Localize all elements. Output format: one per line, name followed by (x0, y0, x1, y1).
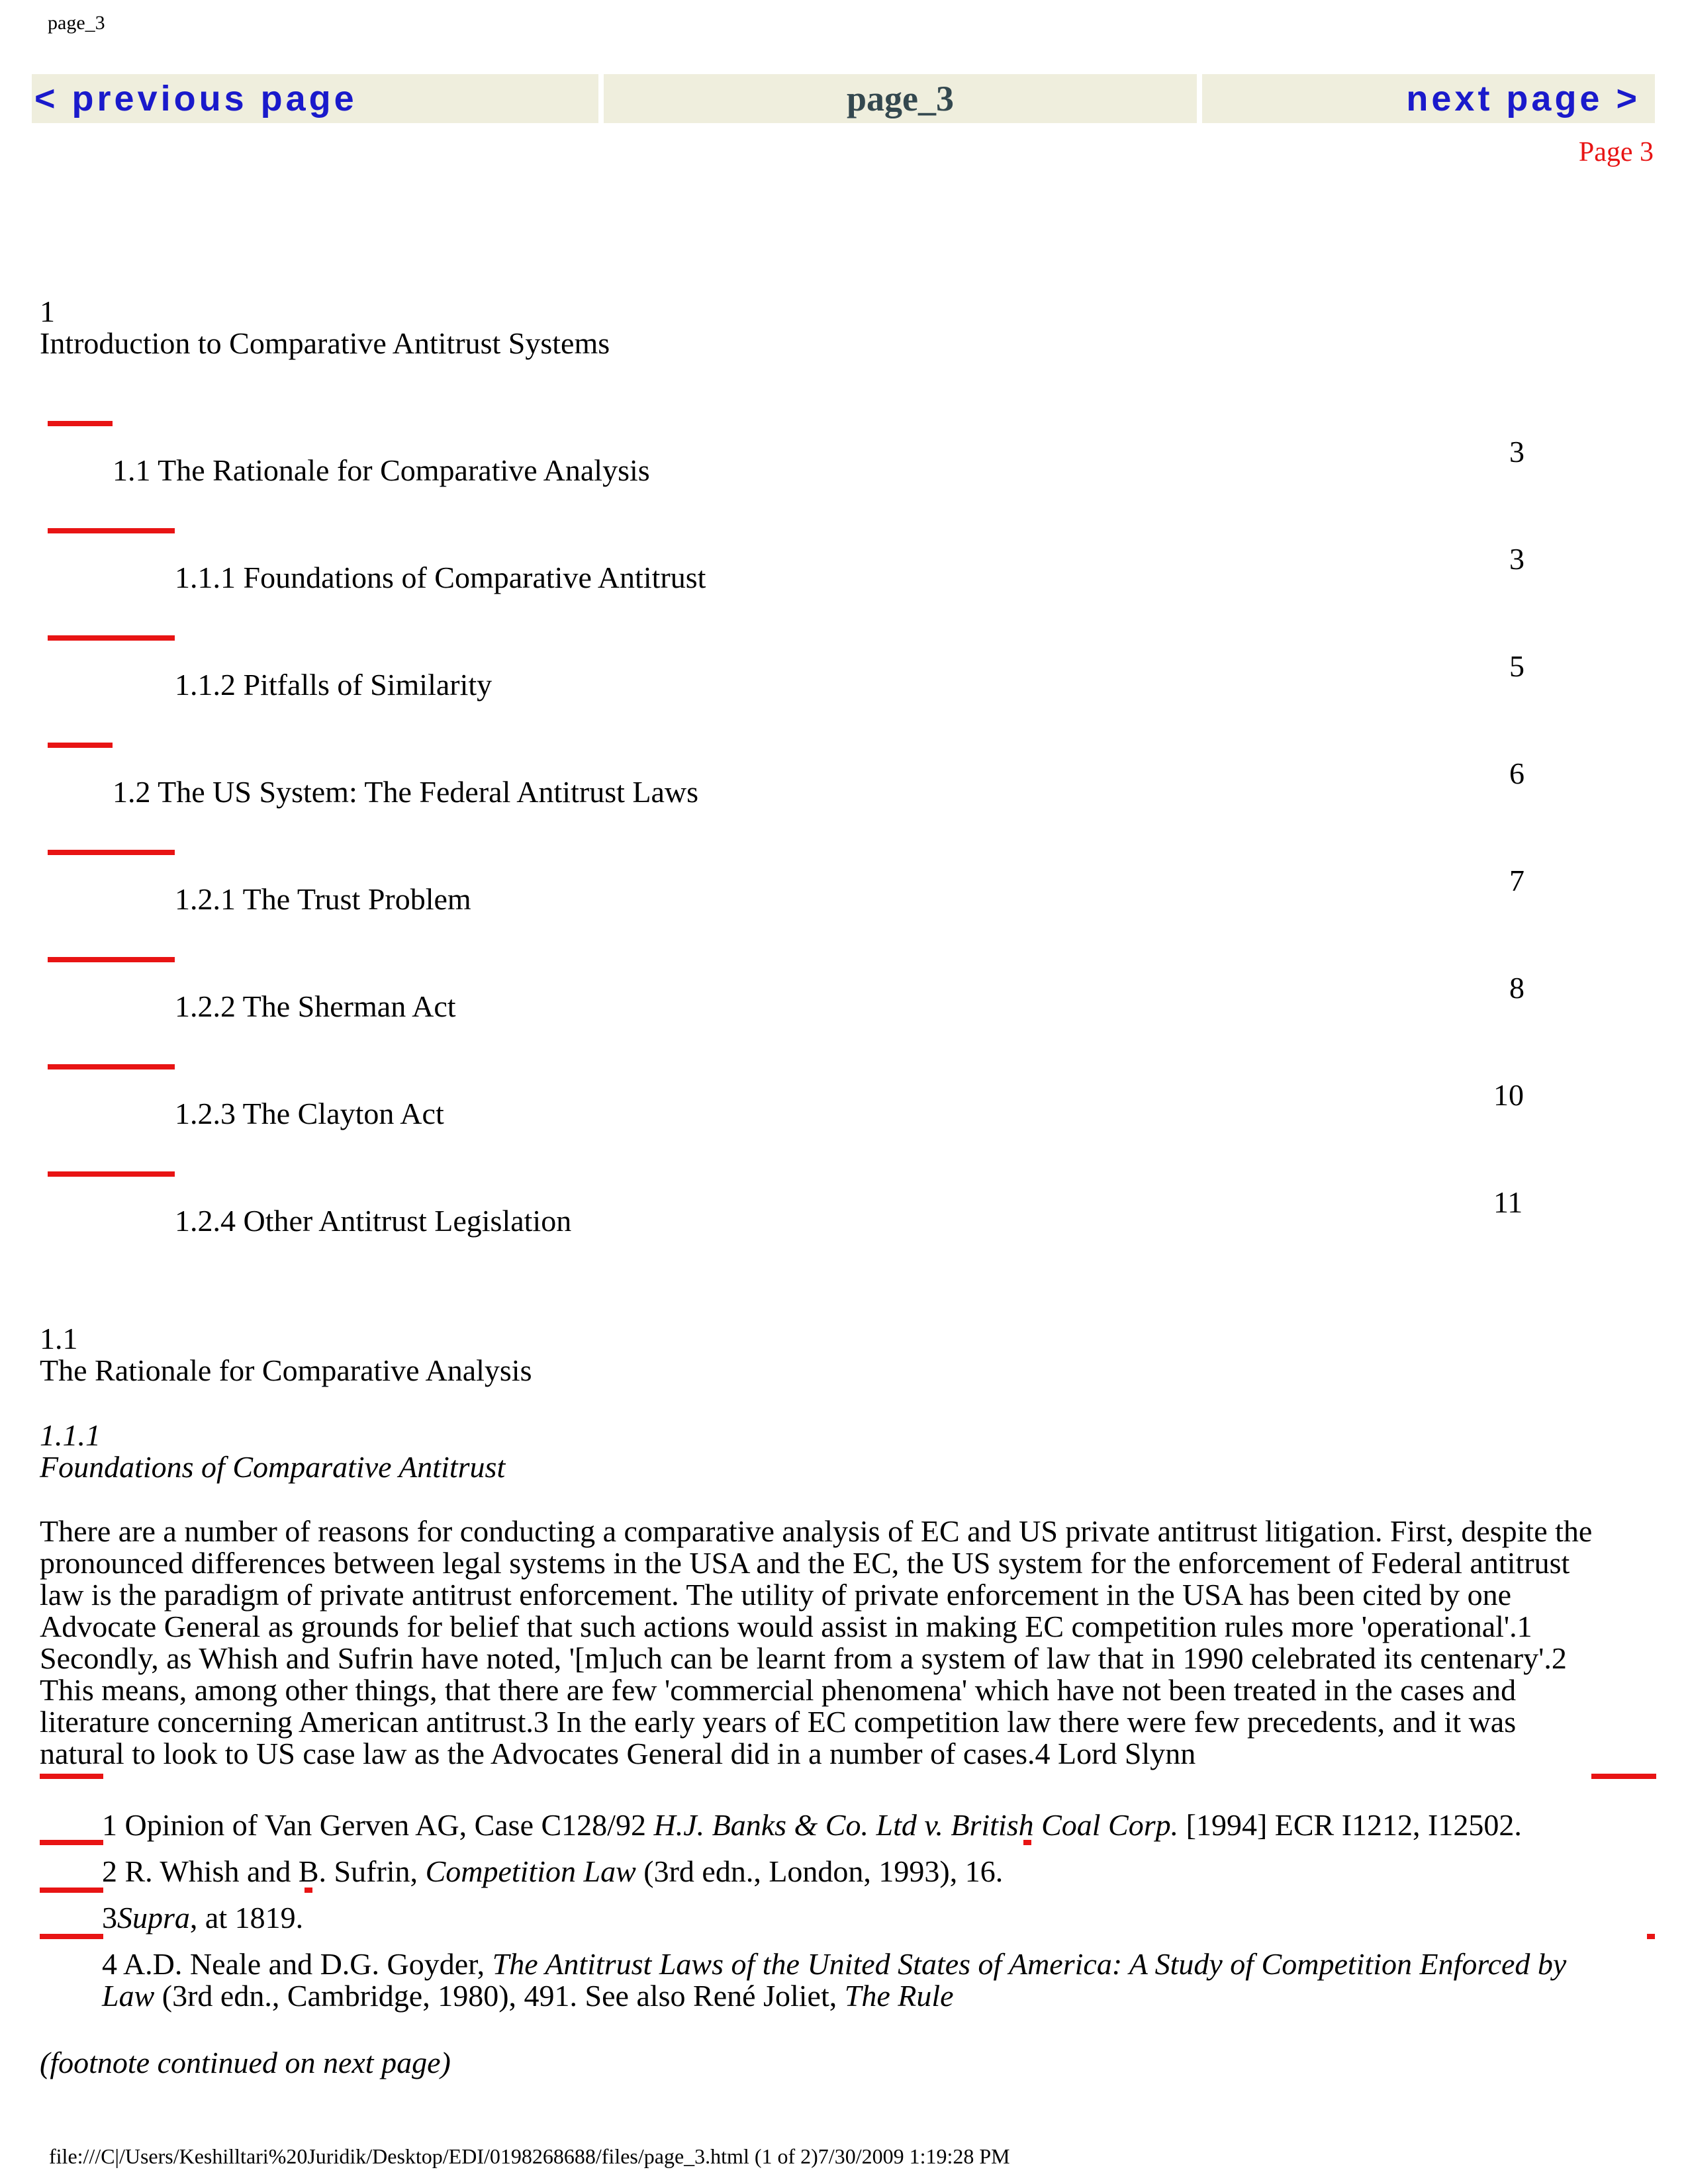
footnote-book-title: The Rule (844, 1979, 954, 2013)
toc-page-number: 5 (1509, 649, 1524, 683)
footnote-continued-note: (footnote continued on next page) (40, 2046, 451, 2079)
next-page-link[interactable]: next page > (1406, 79, 1640, 118)
footnote-4 (102, 1948, 1566, 2012)
footnote-text: 2 R. Whish and B. Sufrin, (102, 1854, 426, 1888)
footnote-text: (3rd edn., London, 1993), 16. (635, 1854, 1004, 1888)
toc-entry[interactable]: 1.2 The US System: The Federal Antitrust Laws (113, 775, 699, 809)
toc-page-number: 10 (1493, 1078, 1524, 1112)
footnote-book-title: Competition Law (425, 1854, 636, 1888)
toc-entry[interactable]: 1.1.2 Pitfalls of Similarity (175, 668, 492, 702)
page-navigation-bar (32, 74, 1655, 123)
paragraph-line: Secondly, as Whish and Sufrin have noted, '[m]uch can be learnt from a system of law that in 1990 celebrated its centenary'.2 (40, 1641, 1567, 1675)
toc-page-number: 3 (1509, 435, 1524, 469)
footnote-2 (102, 1856, 1003, 1888)
toc-marker (48, 528, 175, 533)
footnote-text: (3rd edn., Cambridge, 1980), 491. See also René Joliet, (154, 1979, 845, 2013)
toc-marker (48, 635, 175, 641)
footnote-link-marker (305, 1888, 312, 1893)
paragraph-line: This means, among other things, that there are few 'commercial phenomena' which have not been treated in the cases and (40, 1673, 1517, 1707)
paragraph-line: Advocate General as grounds for belief that such actions would assist in making EC competition rules more 'operational'.1 (40, 1610, 1532, 1643)
toc-entry[interactable]: 1.2.4 Other Antitrust Legislation (175, 1204, 572, 1238)
footnote-book-title: The Antitrust Laws of the United States of America: A Study of Competition Enforced by (492, 1947, 1567, 1981)
current-page-title: page_3 (847, 79, 954, 118)
toc-marker (48, 850, 175, 855)
footnote-3 (102, 1902, 303, 1934)
page-number-label: Page 3 (1578, 137, 1654, 167)
footnote-text: , at 1819. (189, 1901, 304, 1934)
footnote-supra: Supra (117, 1901, 190, 1934)
nav-cell-current (604, 74, 1197, 123)
toc-page-number: 3 (1509, 542, 1524, 576)
toc-page-number: 7 (1509, 864, 1524, 897)
toc-marker (48, 1064, 175, 1069)
footnote-text: 4 A.D. Neale and D.G. Goyder, (102, 1947, 492, 1981)
paragraph-line: pronounced differences between legal systems in the USA and the EC, the US system for the enforcement of Federal antitrust (40, 1546, 1570, 1580)
nav-cell-next (1202, 74, 1655, 123)
body-paragraph (40, 1516, 1655, 1770)
toc-entry[interactable]: 1.2.1 The Trust Problem (175, 882, 471, 916)
footnote-link-marker (40, 1934, 103, 1939)
footnote-text: 1 Opinion of Van Gerven AG, Case C128/92 (102, 1808, 654, 1842)
toc-entry[interactable]: 1.1.1 Foundations of Comparative Antitrust (175, 561, 706, 594)
chapter-title: Introduction to Comparative Antitrust Systems (40, 326, 610, 360)
footnote-link-marker (1647, 1934, 1655, 1939)
chapter-number: 1 (40, 295, 55, 328)
footnote-text: 3 (102, 1901, 117, 1934)
toc-marker (48, 957, 175, 962)
toc-page-number: 8 (1509, 971, 1524, 1005)
footnote-book-title: Law (102, 1979, 155, 2013)
previous-page-link[interactable]: < previous page (34, 79, 357, 118)
toc-entry[interactable]: 1.2.2 The Sherman Act (175, 989, 456, 1023)
section-title: The Rationale for Comparative Analysis (40, 1353, 532, 1387)
tab-title: page_3 (48, 12, 105, 34)
section-number: 1.1 (40, 1322, 78, 1355)
paragraph-line: There are a number of reasons for conducting a comparative analysis of EC and US private antitrust litigation. First, despite the (40, 1514, 1593, 1548)
toc-marker (48, 421, 113, 426)
subsection-number: 1.1.1 (40, 1418, 101, 1452)
toc-page-number: 6 (1509, 756, 1524, 790)
footnote-text: [1994] ECR I1212, I12502. (1178, 1808, 1522, 1842)
nav-cell-previous (32, 74, 598, 123)
file-path-footer: file:///C|/Users/Keshilltari%20Juridik/Desktop/EDI/0198268688/files/page_3.html (1 of 2)7/30/2009 1:19:28 PM (49, 2144, 1010, 2168)
footnote-case-name: H.J. Banks & Co. Ltd v. British Coal Corp. (653, 1808, 1179, 1842)
footnote-line (102, 1948, 1566, 1980)
paragraph-line: literature concerning American antitrust.3 In the early years of EC competition law there were few precedents, and it was (40, 1705, 1517, 1739)
toc-marker (48, 743, 113, 748)
toc-marker (48, 1171, 175, 1177)
toc-entry[interactable]: 1.2.3 The Clayton Act (175, 1097, 444, 1130)
paragraph-line: law is the paradigm of private antitrust enforcement. The utility of private enforcement in the USA has been cited by one (40, 1578, 1512, 1612)
subsection-title: Foundations of Comparative Antitrust (40, 1450, 506, 1484)
footnote-1 (102, 1809, 1522, 1841)
footnote-line (102, 1980, 1566, 2012)
paragraph-line: natural to look to US case law as the Advocates General did in a number of cases.4 Lord Slynn (40, 1737, 1196, 1770)
toc-entry[interactable]: 1.1 The Rationale for Comparative Analysis (113, 453, 650, 487)
footnote-link-marker (40, 1888, 103, 1893)
footnote-link-marker (1591, 1774, 1656, 1779)
footnote-link-marker (40, 1840, 103, 1845)
footnote-link-marker (40, 1774, 103, 1779)
toc-page-number: 11 (1493, 1185, 1523, 1219)
